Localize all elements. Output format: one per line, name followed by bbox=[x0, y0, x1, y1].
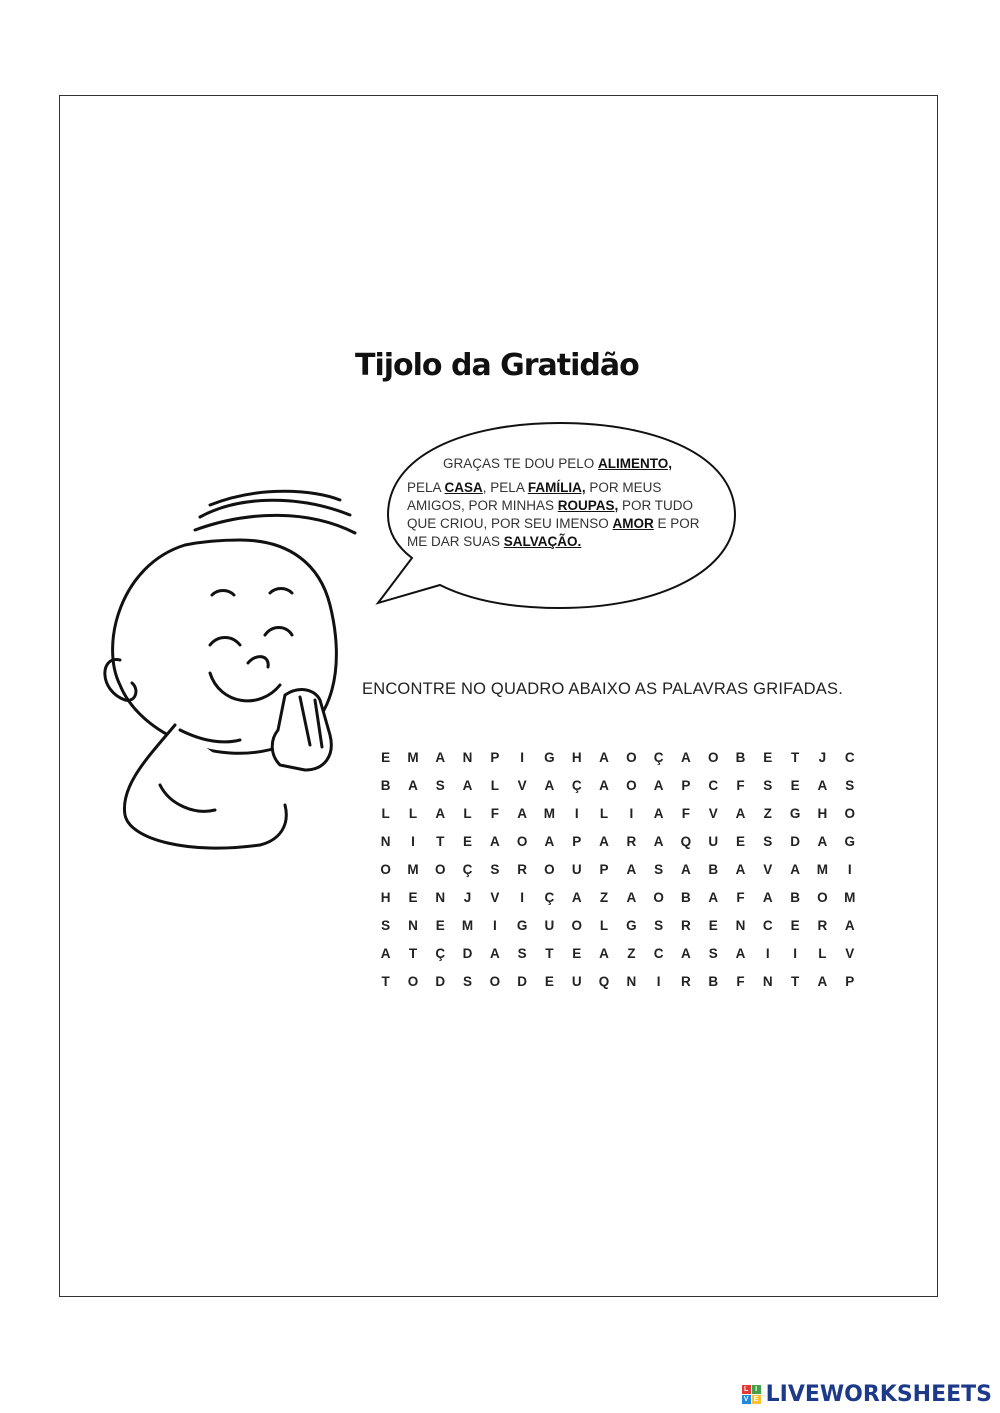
grid-cell[interactable]: Ç bbox=[653, 750, 664, 765]
grid-cell[interactable]: T bbox=[790, 750, 800, 765]
grid-cell[interactable]: I bbox=[492, 918, 497, 933]
grid-cell[interactable]: E bbox=[763, 750, 773, 765]
grid-cell[interactable]: A bbox=[762, 890, 773, 905]
grid-cell[interactable]: T bbox=[408, 946, 418, 961]
grid-cell[interactable]: N bbox=[762, 974, 773, 989]
grid-row bbox=[372, 856, 863, 884]
grid-cell[interactable]: O bbox=[844, 806, 855, 821]
grid-cell[interactable]: A bbox=[544, 834, 555, 849]
grid-cell[interactable]: I bbox=[411, 834, 415, 849]
grid-cell[interactable]: B bbox=[735, 750, 746, 765]
grid-cell[interactable]: L bbox=[490, 778, 499, 793]
grid-cell[interactable]: R bbox=[626, 834, 637, 849]
grid-cell[interactable]: M bbox=[407, 862, 419, 877]
brand-logo-square: V bbox=[742, 1395, 751, 1404]
grid-cell[interactable]: Ç bbox=[571, 778, 582, 793]
grid-cell[interactable]: O bbox=[434, 862, 446, 877]
grid-cell[interactable]: S bbox=[708, 946, 718, 961]
grid-cell[interactable]: S bbox=[463, 974, 473, 989]
grid-cell[interactable]: A bbox=[571, 890, 582, 905]
grid-cell[interactable]: U bbox=[571, 862, 582, 877]
grid-cell[interactable]: F bbox=[490, 806, 499, 821]
grid-cell[interactable]: I bbox=[765, 946, 770, 961]
grid-cell[interactable]: R bbox=[517, 862, 527, 877]
grid-cell[interactable]: V bbox=[708, 806, 718, 821]
grid-cell[interactable]: L bbox=[599, 806, 609, 821]
grid-cell[interactable]: A bbox=[489, 946, 500, 961]
grid-cell[interactable]: I bbox=[520, 750, 525, 765]
grid-cell[interactable]: A bbox=[380, 946, 391, 961]
grid-cell[interactable]: A bbox=[681, 862, 691, 877]
word-search-grid bbox=[372, 744, 863, 996]
grid-cell[interactable]: G bbox=[844, 834, 855, 849]
grid-cell[interactable]: E bbox=[435, 918, 445, 933]
grid-cell[interactable]: B bbox=[708, 974, 719, 989]
bubble-text-segment: , PELA bbox=[482, 480, 528, 495]
grid-cell[interactable]: D bbox=[435, 974, 446, 989]
grid-cell[interactable]: N bbox=[408, 918, 418, 933]
brand-logo-square: L bbox=[742, 1385, 751, 1394]
grid-cell[interactable]: F bbox=[681, 806, 691, 821]
grid-cell[interactable]: E bbox=[544, 974, 554, 989]
grid-cell[interactable]: T bbox=[790, 974, 800, 989]
grid-cell[interactable]: A bbox=[790, 862, 800, 877]
grid-cell[interactable]: E bbox=[790, 918, 800, 933]
grid-cell[interactable]: O bbox=[407, 974, 419, 989]
grid-cell[interactable]: U bbox=[571, 974, 582, 989]
bubble-text-segment: E POR ME DAR SUAS bbox=[407, 516, 700, 549]
grid-cell[interactable]: O bbox=[544, 862, 555, 877]
grid-cell[interactable]: Z bbox=[763, 806, 772, 821]
grid-cell[interactable]: A bbox=[735, 946, 746, 961]
grid-cell[interactable]: O bbox=[571, 918, 582, 933]
grid-cell[interactable]: A bbox=[599, 778, 609, 793]
grid-cell[interactable]: T bbox=[381, 974, 390, 989]
grid-cell[interactable]: A bbox=[844, 918, 855, 933]
grid-cell[interactable]: C bbox=[844, 750, 855, 765]
grid-cell[interactable]: L bbox=[381, 806, 390, 821]
grid-cell[interactable]: M bbox=[407, 750, 419, 765]
grid-cell[interactable]: Ç bbox=[435, 946, 446, 961]
grid-cell[interactable]: T bbox=[545, 946, 554, 961]
grid-cell[interactable]: A bbox=[599, 946, 609, 961]
grid-cell[interactable]: O bbox=[516, 834, 528, 849]
grid-cell[interactable]: V bbox=[490, 890, 500, 905]
grid-cell[interactable]: I bbox=[847, 862, 852, 877]
grid-row bbox=[372, 968, 863, 996]
grid-cell[interactable]: A bbox=[817, 778, 828, 793]
grid-cell[interactable]: F bbox=[736, 778, 745, 793]
grid-cell[interactable]: A bbox=[817, 974, 828, 989]
grid-cell[interactable]: O bbox=[707, 750, 719, 765]
grid-cell[interactable]: G bbox=[544, 750, 555, 765]
grid-cell[interactable]: S bbox=[490, 862, 500, 877]
keyword-alimento: ALIMENTO, bbox=[598, 456, 673, 471]
keyword-familia: FAMÍLIA, bbox=[527, 480, 586, 495]
grid-cell[interactable]: R bbox=[681, 974, 691, 989]
keyword-casa: CASA bbox=[444, 480, 483, 495]
grid-cell[interactable]: F bbox=[736, 890, 745, 905]
grid-cell[interactable]: I bbox=[629, 806, 634, 821]
grid-cell[interactable]: E bbox=[736, 834, 746, 849]
grid-cell[interactable]: S bbox=[381, 918, 391, 933]
grid-cell[interactable]: J bbox=[463, 890, 472, 905]
grid-row bbox=[372, 912, 863, 940]
speech-bubble-text bbox=[407, 455, 717, 551]
worksheet-title: Tijolo da Gratidão bbox=[355, 348, 639, 383]
grid-cell[interactable]: I bbox=[656, 974, 661, 989]
grid-cell[interactable]: S bbox=[654, 862, 664, 877]
grid-cell[interactable]: O bbox=[489, 974, 501, 989]
grid-cell[interactable]: N bbox=[462, 750, 473, 765]
grid-cell[interactable]: A bbox=[735, 806, 746, 821]
grid-row bbox=[372, 828, 863, 856]
grid-cell[interactable]: B bbox=[790, 890, 800, 905]
grid-cell[interactable]: C bbox=[762, 918, 773, 933]
grid-row bbox=[372, 772, 863, 800]
bubble-body bbox=[407, 479, 717, 551]
grid-row bbox=[372, 800, 863, 828]
grid-cell[interactable]: A bbox=[489, 834, 500, 849]
grid-cell[interactable]: A bbox=[435, 806, 446, 821]
grid-cell[interactable]: Z bbox=[627, 946, 636, 961]
grid-cell[interactable]: A bbox=[817, 834, 828, 849]
grid-row bbox=[372, 884, 863, 912]
grid-cell[interactable]: E bbox=[790, 778, 800, 793]
grid-cell[interactable]: P bbox=[681, 778, 691, 793]
grid-cell[interactable]: A bbox=[544, 778, 555, 793]
grid-cell[interactable]: M bbox=[543, 806, 556, 821]
bubble-text-segment: GRAÇAS TE DOU PELO bbox=[443, 456, 599, 471]
grid-cell[interactable]: Q bbox=[680, 834, 692, 849]
grid-cell[interactable]: F bbox=[736, 974, 745, 989]
grid-cell[interactable]: R bbox=[817, 918, 828, 933]
grid-cell[interactable]: E bbox=[463, 834, 473, 849]
grid-row bbox=[372, 744, 863, 772]
grid-cell[interactable]: E bbox=[408, 890, 418, 905]
grid-cell[interactable]: G bbox=[516, 918, 528, 933]
grid-cell[interactable]: D bbox=[517, 974, 527, 989]
brand-footer bbox=[742, 1382, 992, 1407]
grid-cell[interactable]: N bbox=[380, 834, 391, 849]
grid-cell[interactable]: D bbox=[462, 946, 473, 961]
grid-cell[interactable]: A bbox=[653, 806, 664, 821]
grid-cell[interactable]: E bbox=[572, 946, 582, 961]
grid-cell[interactable]: S bbox=[763, 778, 773, 793]
grid-cell[interactable]: O bbox=[653, 890, 664, 905]
grid-cell[interactable]: A bbox=[653, 834, 664, 849]
grid-cell[interactable]: M bbox=[844, 890, 856, 905]
grid-cell[interactable]: S bbox=[654, 918, 664, 933]
keyword-salvacao: SALVAÇÃO. bbox=[503, 534, 582, 549]
grid-cell[interactable]: B bbox=[708, 862, 719, 877]
brand-logo-square: I bbox=[752, 1385, 761, 1394]
grid-cell[interactable]: T bbox=[436, 834, 445, 849]
grid-row bbox=[372, 940, 863, 968]
keyword-amor: AMOR bbox=[612, 516, 654, 531]
grid-cell[interactable]: Z bbox=[599, 890, 609, 905]
grid-cell[interactable]: S bbox=[845, 778, 855, 793]
grid-cell[interactable]: O bbox=[626, 778, 637, 793]
grid-cell[interactable]: M bbox=[461, 918, 474, 933]
grid-cell[interactable]: G bbox=[789, 806, 801, 821]
grid-cell[interactable]: V bbox=[763, 862, 773, 877]
grid-cell[interactable]: P bbox=[572, 834, 582, 849]
grid-cell[interactable]: N bbox=[435, 890, 446, 905]
grid-cell[interactable]: A bbox=[681, 946, 691, 961]
grid-cell[interactable]: P bbox=[845, 974, 855, 989]
instruction-text: ENCONTRE NO QUADRO ABAIXO AS PALAVRAS GRIFADAS. bbox=[362, 680, 843, 698]
grid-cell[interactable]: A bbox=[708, 890, 719, 905]
brand-logo-icon bbox=[742, 1385, 761, 1404]
brand-name: LIVEWORKSHEETS bbox=[765, 1382, 992, 1407]
grid-cell[interactable]: G bbox=[626, 918, 637, 933]
grid-cell[interactable]: S bbox=[763, 834, 773, 849]
grid-cell[interactable]: A bbox=[626, 890, 637, 905]
grid-cell[interactable]: I bbox=[793, 946, 797, 961]
grid-cell[interactable]: B bbox=[380, 778, 391, 793]
grid-cell[interactable]: V bbox=[845, 946, 855, 961]
grid-cell[interactable]: N bbox=[626, 974, 637, 989]
grid-cell[interactable]: A bbox=[599, 750, 609, 765]
grid-cell[interactable]: A bbox=[626, 862, 637, 877]
grid-cell[interactable]: L bbox=[408, 806, 418, 821]
grid-cell[interactable]: U bbox=[544, 918, 555, 933]
grid-cell[interactable]: A bbox=[599, 834, 609, 849]
grid-cell[interactable]: O bbox=[380, 862, 391, 877]
grid-cell[interactable]: A bbox=[408, 778, 418, 793]
praying-boy-illustration bbox=[100, 485, 360, 865]
grid-cell[interactable]: H bbox=[571, 750, 582, 765]
grid-cell[interactable]: J bbox=[818, 750, 827, 765]
grid-cell[interactable]: P bbox=[599, 862, 609, 877]
grid-cell[interactable]: O bbox=[626, 750, 637, 765]
grid-cell[interactable]: M bbox=[816, 862, 829, 877]
grid-cell[interactable]: Ç bbox=[544, 890, 555, 905]
grid-cell[interactable]: A bbox=[435, 750, 446, 765]
grid-cell[interactable]: C bbox=[708, 778, 719, 793]
grid-cell[interactable]: H bbox=[817, 806, 828, 821]
grid-cell[interactable]: I bbox=[520, 890, 525, 905]
grid-cell[interactable]: L bbox=[463, 806, 472, 821]
grid-cell[interactable]: N bbox=[735, 918, 746, 933]
grid-cell[interactable]: L bbox=[599, 918, 609, 933]
grid-cell[interactable]: A bbox=[653, 778, 664, 793]
grid-cell[interactable]: A bbox=[517, 806, 527, 821]
brand-logo-square: E bbox=[752, 1395, 761, 1404]
bubble-text-segment: PELA bbox=[407, 480, 445, 495]
grid-cell[interactable]: I bbox=[574, 806, 579, 821]
grid-cell[interactable]: O bbox=[817, 890, 828, 905]
grid-cell[interactable]: Ç bbox=[462, 862, 473, 877]
grid-cell[interactable]: D bbox=[790, 834, 800, 849]
grid-cell[interactable]: U bbox=[708, 834, 719, 849]
bubble-text-segment: POR TUDO QUE CRIOU, POR SEU IMENSO bbox=[407, 498, 694, 531]
grid-cell[interactable]: A bbox=[735, 862, 746, 877]
grid-cell[interactable]: H bbox=[380, 890, 391, 905]
keyword-roupas: ROUPAS, bbox=[557, 498, 619, 513]
grid-cell[interactable]: C bbox=[653, 946, 664, 961]
grid-cell[interactable]: E bbox=[381, 750, 391, 765]
bubble-text-segment: POR MEUS AMIGOS, POR MINHAS bbox=[407, 480, 662, 513]
bubble-first-line bbox=[407, 455, 717, 473]
grid-cell[interactable]: P bbox=[490, 750, 500, 765]
grid-cell[interactable]: B bbox=[681, 890, 691, 905]
grid-cell[interactable]: S bbox=[435, 778, 445, 793]
grid-cell[interactable]: L bbox=[818, 946, 827, 961]
grid-cell[interactable]: A bbox=[462, 778, 473, 793]
grid-cell[interactable]: E bbox=[708, 918, 718, 933]
grid-cell[interactable]: Q bbox=[598, 974, 610, 989]
grid-cell[interactable]: A bbox=[681, 750, 691, 765]
grid-cell[interactable]: S bbox=[517, 946, 527, 961]
grid-cell[interactable]: V bbox=[517, 778, 527, 793]
grid-cell[interactable]: R bbox=[681, 918, 691, 933]
